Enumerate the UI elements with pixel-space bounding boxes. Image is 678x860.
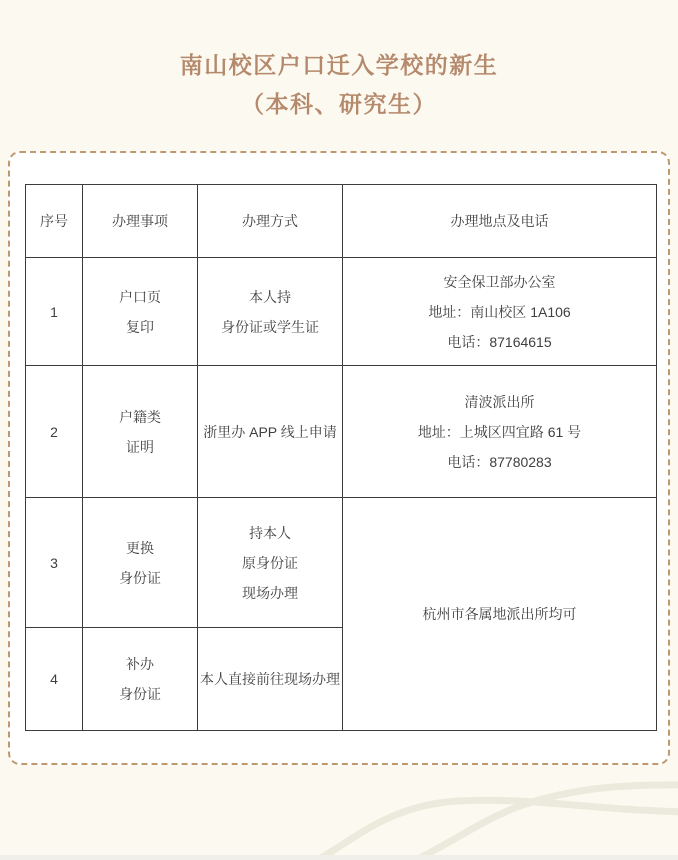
- cell-line: 安全保卫部办公室: [443, 273, 556, 290]
- cell-method: [198, 366, 343, 498]
- col-header-item: 办理事项: [83, 185, 198, 258]
- cell-line: 本人持: [249, 288, 291, 305]
- page-title-line1: 南山校区户口迁入学校的新生: [179, 52, 499, 78]
- cell-line: 地址：上城区四宜路 61 号: [417, 423, 582, 440]
- cell-line: 清波派出所: [464, 393, 535, 410]
- table-row: [26, 498, 657, 628]
- table-row: [26, 258, 657, 366]
- cell-line: 浙里办 APP 线上申请: [203, 423, 337, 440]
- cell-serial: 3: [26, 498, 83, 628]
- cell-item: [83, 498, 198, 628]
- table-header-row: [26, 185, 657, 258]
- decorative-wave: [0, 760, 678, 860]
- cell-line: 复印: [126, 318, 154, 335]
- col-header-method: 办理方式: [198, 185, 343, 258]
- table-row: [26, 366, 657, 498]
- cell-line: 本人直接前往现场办理: [200, 671, 340, 687]
- cell-line: 现场办理: [242, 584, 298, 601]
- cell-item: [83, 366, 198, 498]
- col-header-location: 办理地点及电话: [343, 185, 657, 258]
- cell-serial: 1: [26, 258, 83, 366]
- procedures-table: [25, 184, 657, 731]
- cell-item: [83, 628, 198, 731]
- cell-method: [198, 258, 343, 366]
- col-header-serial: 序号: [26, 185, 83, 258]
- cell-line: 户籍类: [119, 408, 161, 425]
- cell-line: 地址：南山校区 1A106: [428, 303, 571, 320]
- cell-line: 更换: [126, 539, 154, 556]
- cell-method: [198, 498, 343, 628]
- wave-line: [372, 785, 678, 860]
- page-title-line2: （本科、研究生）: [241, 91, 437, 117]
- cell-location: [343, 258, 657, 366]
- cell-serial: 2: [26, 366, 83, 498]
- cell-line: 杭州市各属地派出所均可: [422, 606, 577, 622]
- cell-line: 身份证: [119, 569, 161, 586]
- cell-method: [198, 628, 343, 731]
- cell-line: 持本人: [249, 524, 291, 541]
- cell-line: 身份证或学生证: [221, 318, 319, 335]
- page-title: [0, 46, 678, 124]
- cell-serial: 4: [26, 628, 83, 731]
- cell-line: 补办: [126, 656, 154, 672]
- cell-location-merged: [343, 498, 657, 731]
- bottom-strip: [0, 855, 678, 860]
- cell-line: 身份证: [119, 686, 161, 702]
- cell-item: [83, 258, 198, 366]
- cell-line: 户口页: [119, 288, 161, 305]
- cell-line: 原身份证: [242, 554, 298, 571]
- cell-line: 证明: [126, 438, 154, 455]
- wave-line: [286, 800, 678, 860]
- dashed-panel: [8, 151, 670, 765]
- cell-location: [343, 366, 657, 498]
- cell-line: 电话：87164615: [447, 333, 552, 350]
- cell-line: 电话：87780283: [447, 453, 552, 470]
